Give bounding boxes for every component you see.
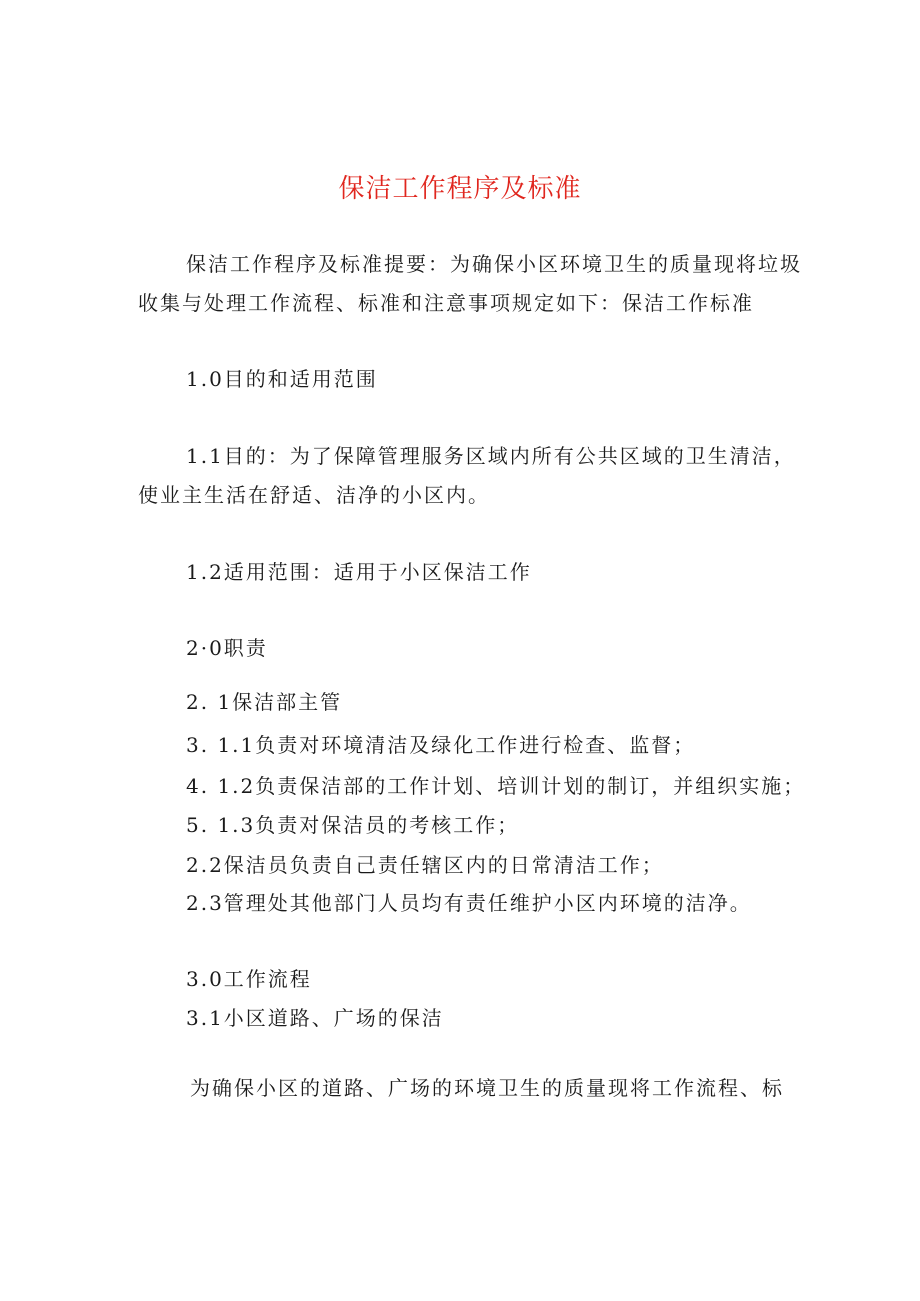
item-3-1-1: 3. 1.1负责对环境清洁及绿化工作进行检查、监督； — [186, 733, 696, 757]
section-1-1-line-1: 1.1目的：为了保障管理服务区域内所有公共区域的卫生清洁， — [186, 444, 796, 468]
item-4-1-2: 4. 1.2负责保洁部的工作计划、培训计划的制订，并组织实施； — [186, 774, 806, 798]
section-2-3: 2.3管理处其他部门人员均有责任维护小区内环境的洁净。 — [186, 891, 752, 915]
section-2-0-heading: 2·0职责 — [186, 636, 268, 660]
last-paragraph-line: 为确保小区的道路、广场的环境卫生的质量现将工作流程、标 — [190, 1076, 784, 1100]
section-1-0-heading: 1.0目的和适用范围 — [186, 367, 378, 391]
section-1-1-line-2: 使业主生活在舒适、洁净的小区内。 — [138, 483, 490, 507]
section-2-1: 2. 1保洁部主管 — [186, 690, 343, 714]
document-title: 保洁工作程序及标准 — [338, 174, 582, 204]
section-3-1: 3.1小区道路、广场的保洁 — [186, 1006, 444, 1030]
section-1-2: 1.2适用范围：适用于小区保洁工作 — [186, 560, 532, 584]
intro-line-1: 保洁工作程序及标准提要：为确保小区环境卫生的质量现将垃圾 — [186, 252, 802, 276]
intro-line-2: 收集与处理工作流程、标准和注意事项规定如下：保洁工作标准 — [138, 291, 754, 315]
item-5-1-3: 5. 1.3负责对保洁员的考核工作； — [186, 813, 520, 837]
section-3-0-heading: 3.0工作流程 — [186, 967, 312, 991]
section-2-2: 2.2保洁员负责自己责任辖区内的日常清洁工作； — [186, 853, 664, 877]
